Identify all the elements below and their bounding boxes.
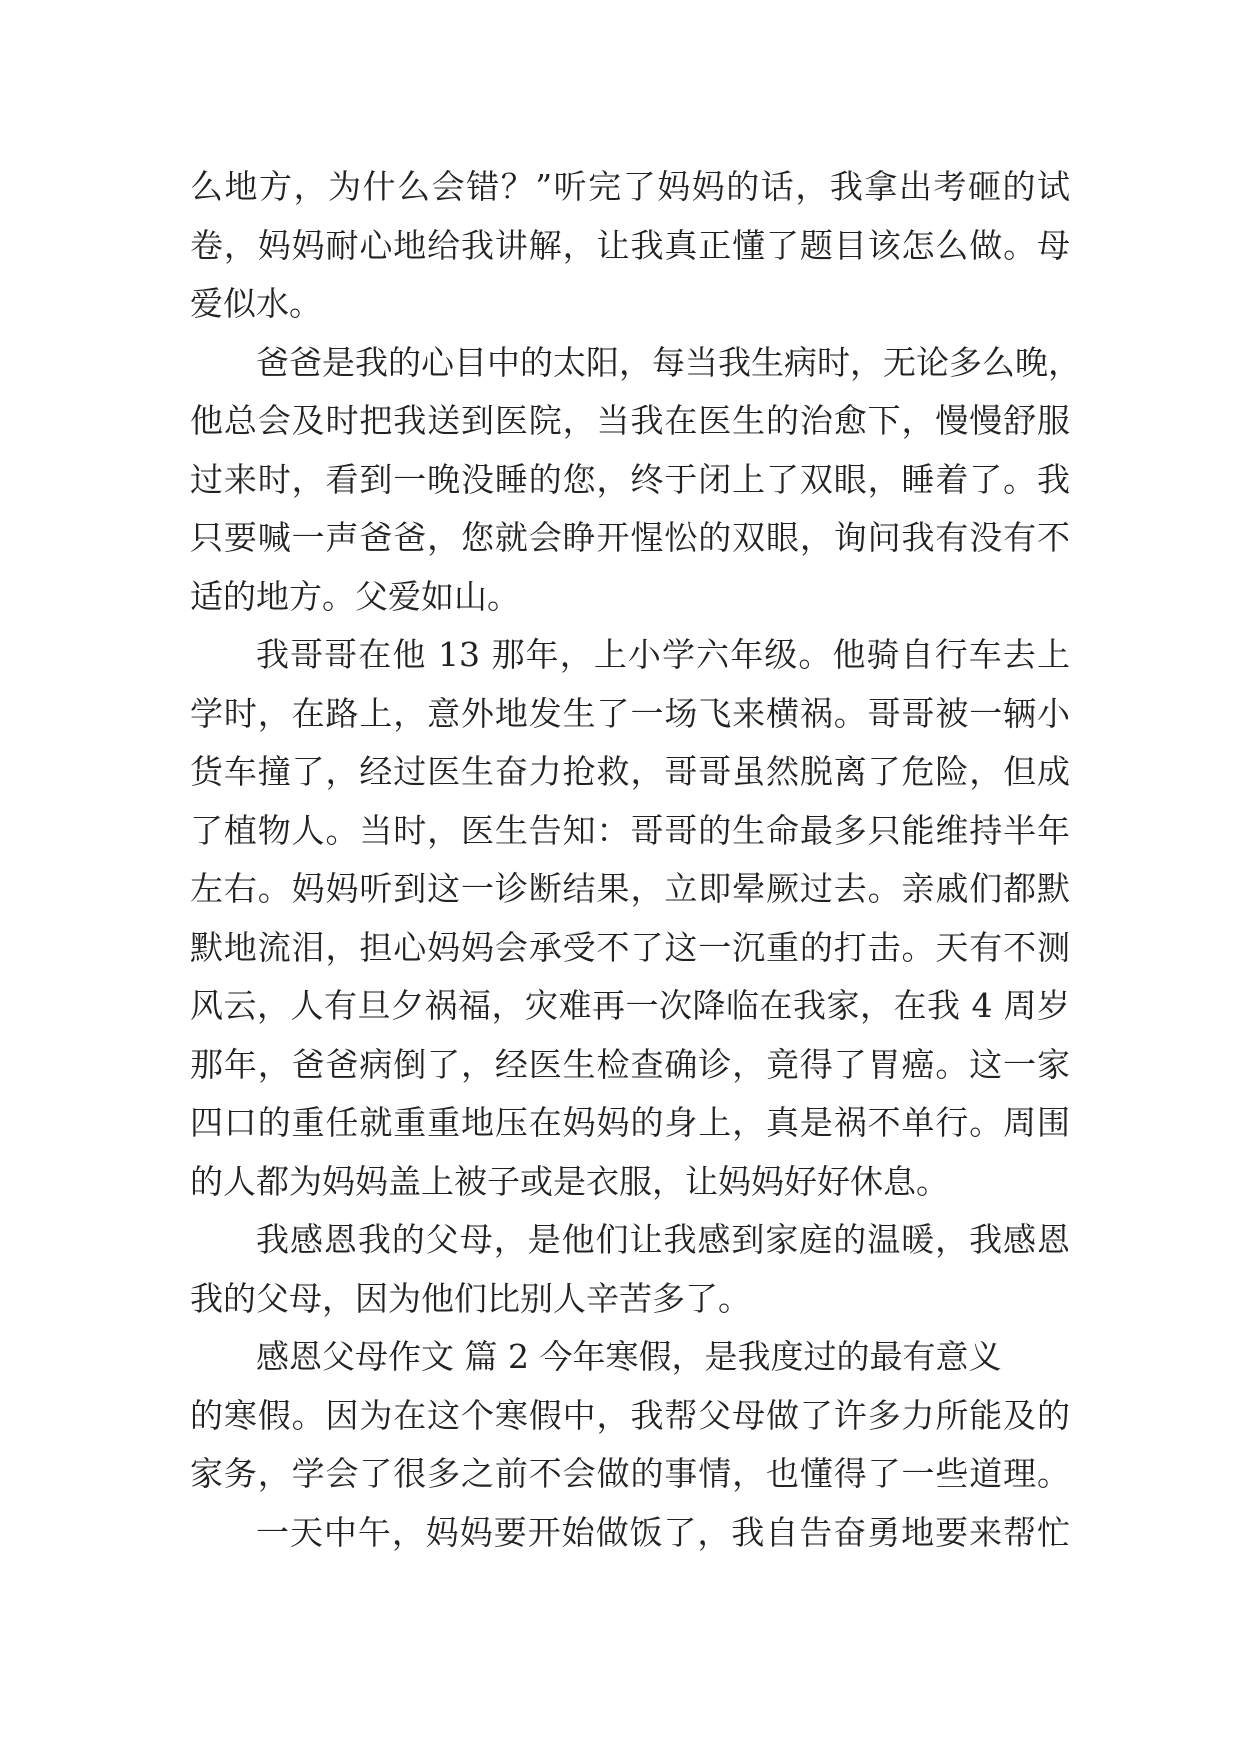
paragraph	[190, 158, 1070, 334]
text-line: 一天中午，妈妈要开始做饭了，我自告奋勇地要来帮忙	[256, 1512, 1070, 1552]
text-line: 的人都为妈妈盖上被子或是衣服，让妈妈好好休息。	[190, 1161, 949, 1201]
text-line: 四口的重任就重重地压在妈妈的身上，真是祸不单行。周围	[190, 1103, 1070, 1142]
text-line: 我哥哥在他 13 那年，上小学六年级。他骑自行车去上	[256, 635, 1070, 674]
text-line: 么地方，为什么会错？”听完了妈妈的话，我拿出考砸的试	[190, 167, 1070, 206]
text-line: 爱似水。	[190, 284, 322, 323]
text-line: 货车撞了，经过医生奋力抢救，哥哥虽然脱离了危险，但成	[190, 752, 1070, 791]
text-line: 那年，爸爸病倒了，经医生检查确诊，竟得了胃癌。这一家	[190, 1044, 1070, 1084]
text-line: 我的父母，因为他们比别人辛苦多了。	[190, 1278, 751, 1318]
paragraph	[190, 626, 1070, 1211]
text-line: 左右。妈妈听到这一诊断结果，立即晕厥过去。亲戚们都默	[190, 869, 1070, 908]
text-line: 我感恩我的父母，是他们让我感到家庭的温暖，我感恩	[256, 1220, 1070, 1259]
text-line: 了植物人。当时，医生告知：哥哥的生命最多只能维持半年	[190, 810, 1070, 850]
text-line: 家务，学会了很多之前不会做的事情，也懂得了一些道理。	[190, 1454, 1070, 1493]
text-line: 他总会及时把我送到医院，当我在医生的治愈下，慢慢舒服	[190, 401, 1070, 440]
text-line: 爸爸是我的心目中的太阳，每当我生病时，无论多么晚，	[256, 342, 1081, 382]
paragraph	[190, 1504, 1070, 1563]
text-line: 风云，人有旦夕祸福，灾难再一次降临在我家，在我 4 周岁	[190, 986, 1070, 1025]
document-body	[190, 158, 1081, 1562]
text-line: 学时，在路上，意外地发生了一场飞来横祸。哥哥被一辆小	[190, 693, 1070, 733]
text-line: 只要喊一声爸爸，您就会睁开惺忪的双眼，询问我有没有不	[190, 518, 1070, 557]
text-line: 的寒假。因为在这个寒假中，我帮父母做了许多力所能及的	[190, 1395, 1070, 1435]
text-line: 卷，妈妈耐心地给我讲解，让我真正懂了题目该怎么做。母	[190, 225, 1070, 265]
text-line: 默地流泪，担心妈妈会承受不了这一沉重的打击。天有不测	[190, 927, 1070, 967]
paragraph	[190, 1211, 1070, 1328]
paragraph	[190, 1328, 1070, 1504]
paragraph	[190, 334, 1081, 627]
text-line: 过来时，看到一晚没睡的您，终于闭上了双眼，睡着了。我	[190, 459, 1070, 499]
text-line: 感恩父母作文 篇 2 今年寒假，是我度过的最有意义	[256, 1337, 1002, 1376]
text-line: 适的地方。父爱如山。	[190, 576, 520, 616]
